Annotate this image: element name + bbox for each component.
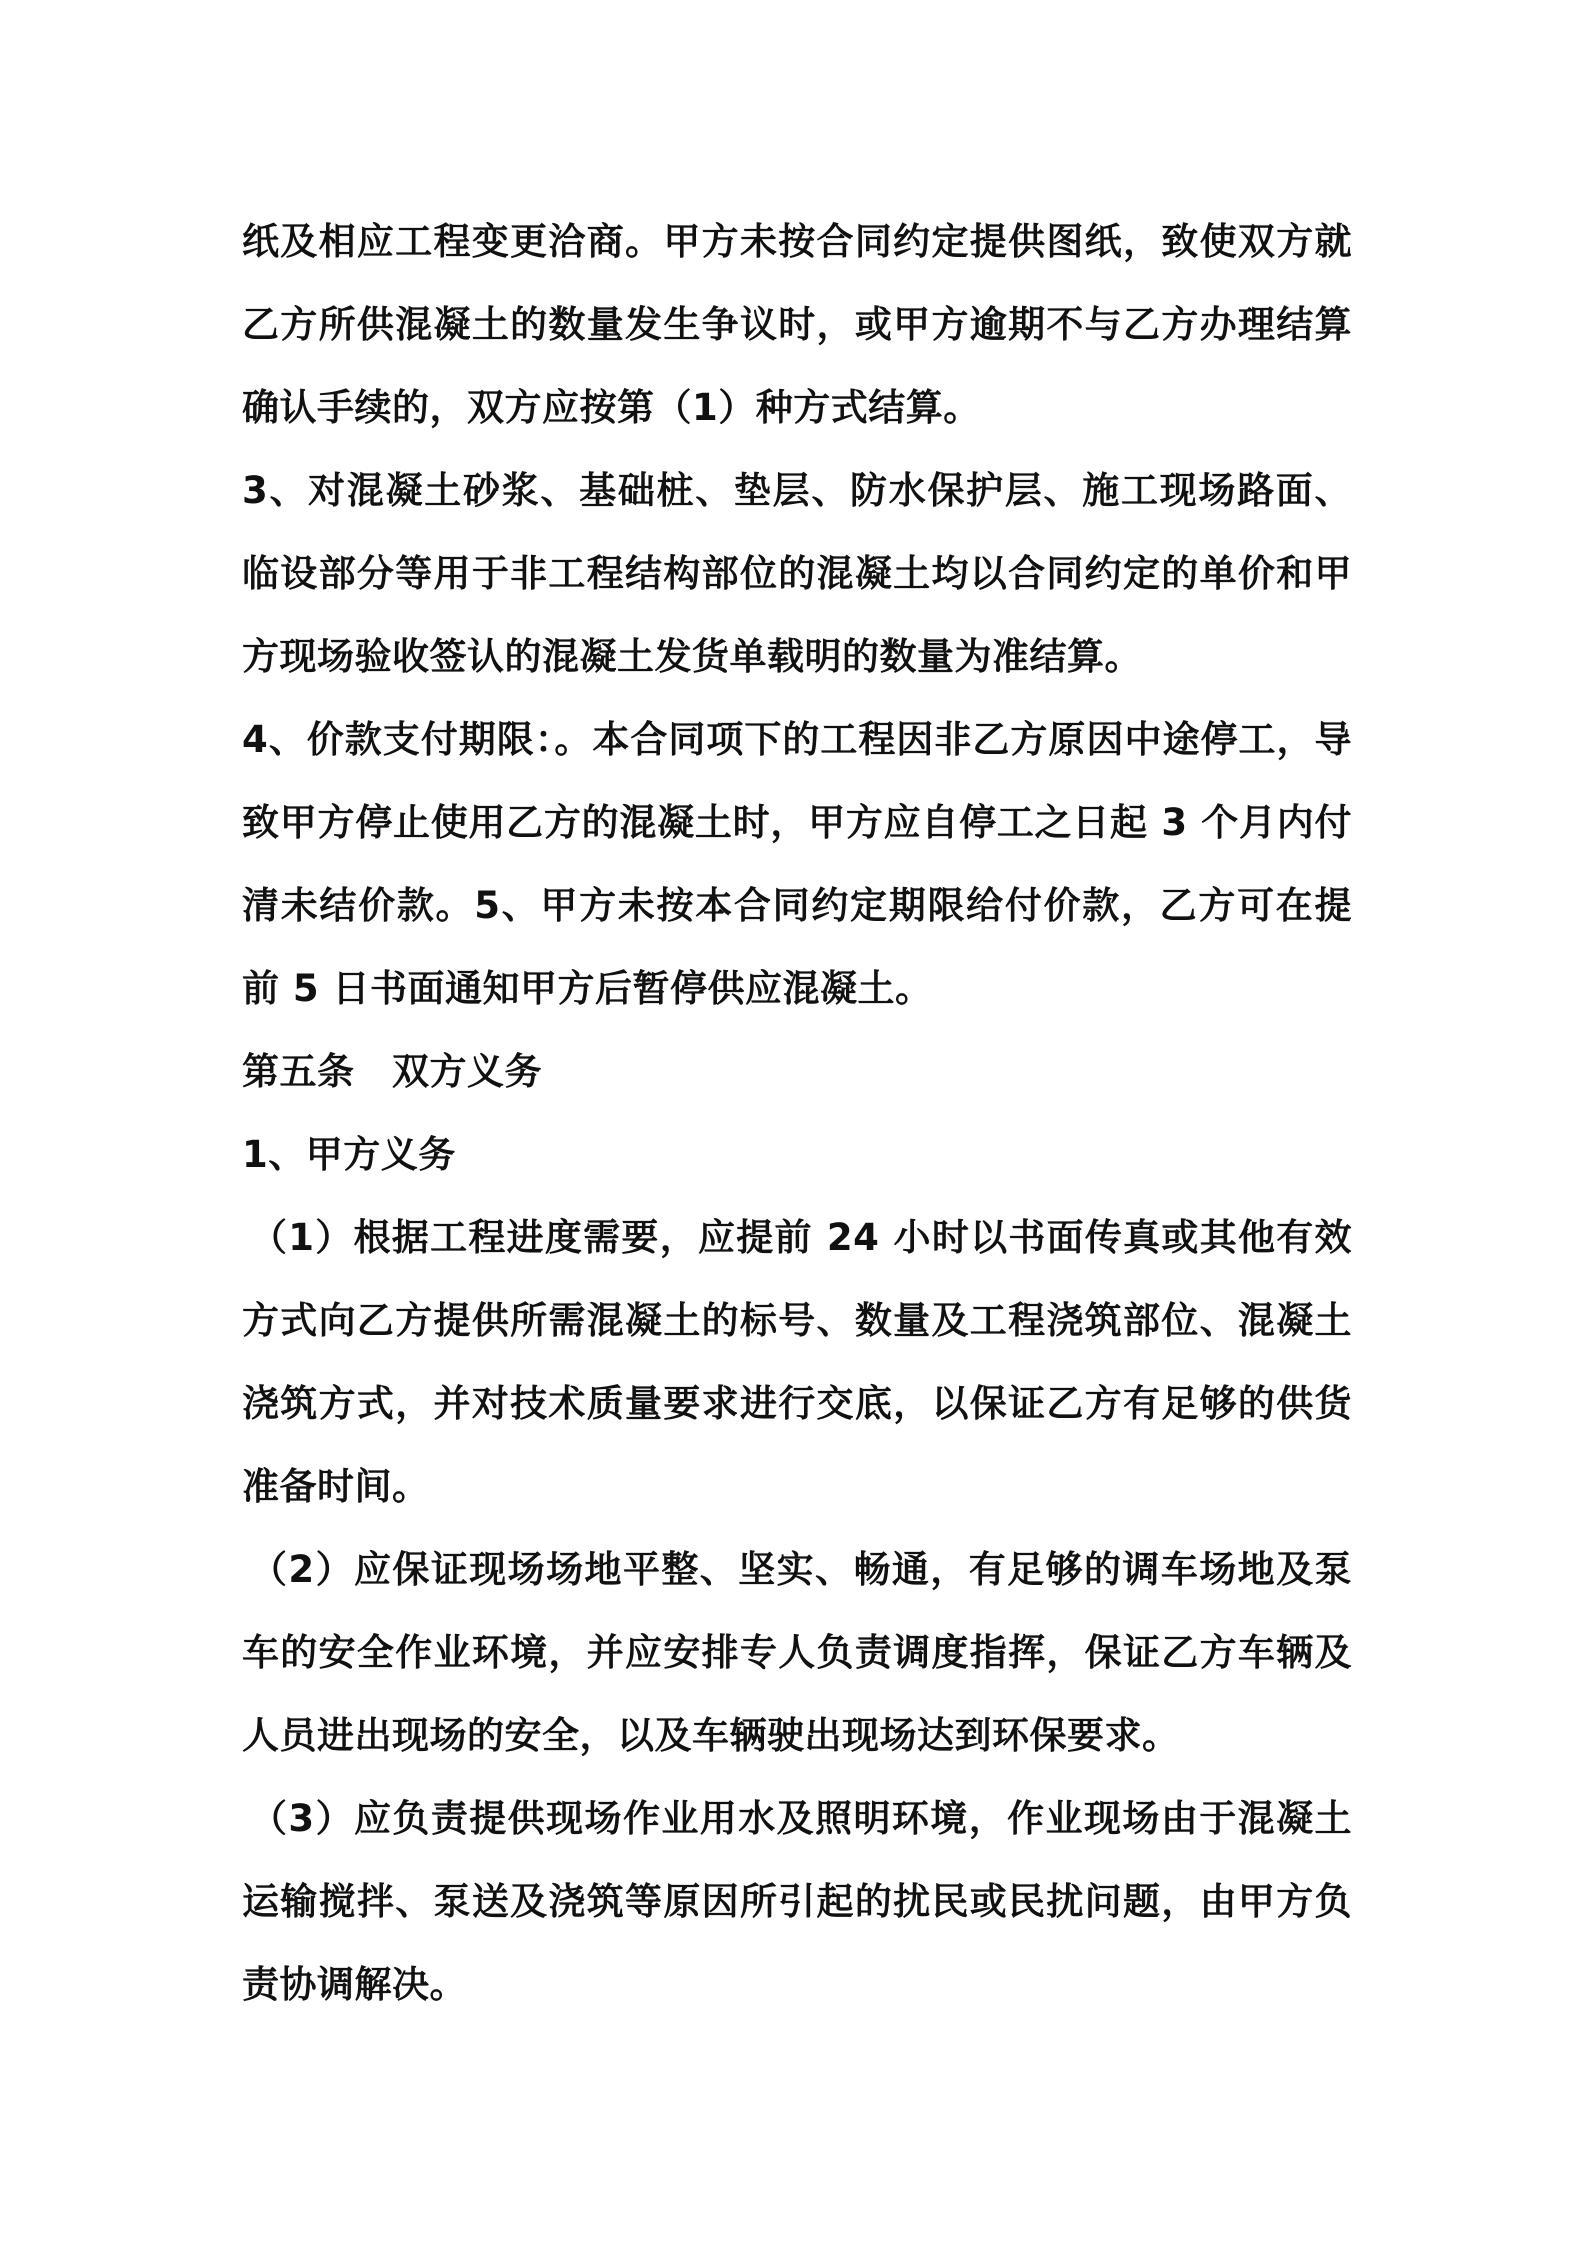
paragraph-obligation-2: （2）应保证现场场地平整、坚实、畅通，有足够的调车场地及泵车的安全作业环境，并应安排专人负责调度指挥，保证乙方车辆及人员进出现场的安全，以及车辆驶出现场达到环保要求。	[242, 1548, 1352, 1757]
paragraph-obligation-3: （3）应负责提供现场作业用水及照明环境，作业现场由于混凝土运输搅拌、泵送及浇筑等原因所引起的扰民或民扰问题，由甲方负责协调解决。	[242, 1797, 1352, 2006]
section-heading-article-5: 第五条 双方义务	[242, 1050, 542, 1093]
paragraph-obligation-1: （1）根据工程进度需要，应提前 24 小时以书面传真或其他有效方式向乙方提供所需混凝土的标号、数量及工程浇筑部位、混凝土浇筑方式，并对技术质量要求进行交底，以保证乙方有足够的供货准备时间。	[242, 1216, 1352, 1508]
paragraph-drawing-settlement: 纸及相应工程变更洽商。甲方未按合同约定提供图纸，致使双方就乙方所供混凝土的数量发生争议时，或甲方逾期不与乙方办理结算确认手续的，双方应按第（1）种方式结算。	[242, 220, 1352, 429]
document-page	[242, 200, 1352, 2026]
paragraph-clause-4-5: 4、价款支付期限：。本合同项下的工程因非乙方原因中途停工，导致甲方停止使用乙方的混凝土时，甲方应自停工之日起 3 个月内付清未结价款。5、甲方未按本合同约定期限给付价款，乙方可在提前 5 日书面通知甲方后暂停供应混凝土。	[242, 718, 1352, 1010]
paragraph-clause-3: 3、对混凝土砂浆、基础桩、垫层、防水保护层、施工现场路面、临设部分等用于非工程结构部位的混凝土均以合同约定的单价和甲方现场验收签认的混凝土发货单载明的数量为准结算。	[242, 469, 1352, 678]
subheading-party-a-obligations: 1、甲方义务	[242, 1133, 456, 1176]
